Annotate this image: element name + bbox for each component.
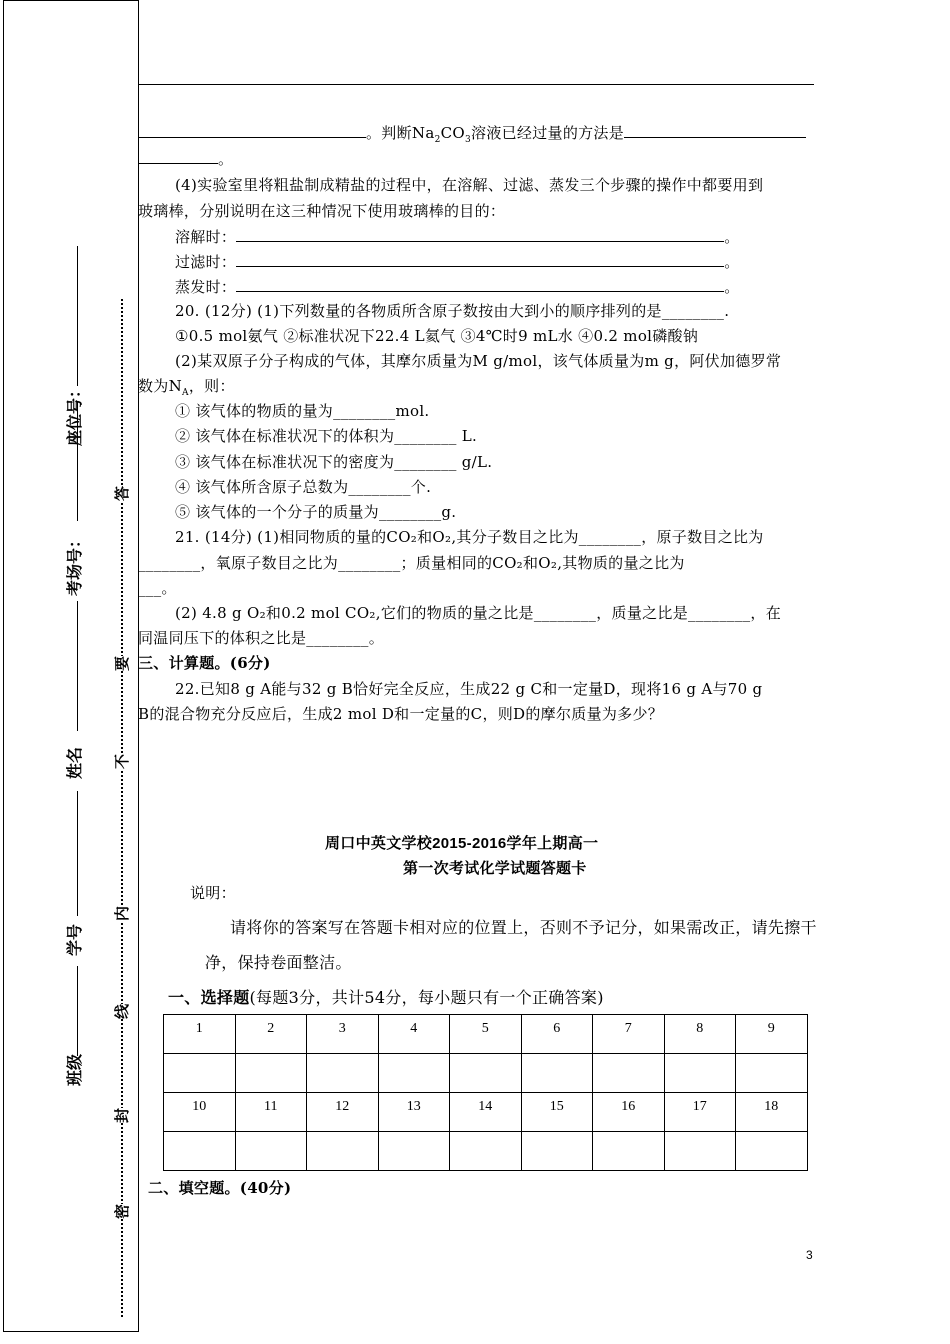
seal-char-2: 要	[113, 655, 132, 672]
answer-cell[interactable]	[378, 1132, 450, 1171]
q21-line4: (2) 4.8 g O₂和0.2 mol CO₂,它们的物质的量之比是________，质量之比是________，在	[175, 604, 782, 622]
question-number: 4	[378, 1015, 450, 1054]
answer-cell[interactable]	[593, 1132, 665, 1171]
part2-heading: 二、填空题。(40分)	[148, 1179, 292, 1197]
q19-filter: 过滤时： 。	[175, 253, 740, 271]
seal-char-7: 密	[113, 1203, 132, 1220]
question-number: 16	[593, 1093, 665, 1132]
question-number: 10	[164, 1093, 236, 1132]
q21-line3: ___。	[138, 579, 177, 597]
answer-cell[interactable]	[736, 1132, 808, 1171]
question-number: 2	[235, 1015, 307, 1054]
answer-grid-answers-row1	[164, 1054, 808, 1093]
answer-cell[interactable]	[593, 1054, 665, 1093]
name-blank	[77, 791, 78, 916]
question-number: 3	[307, 1015, 379, 1054]
q21-line2: ________，氧原子数目之比为________；质量相同的CO₂和O₂,其物质的量之比为	[138, 554, 685, 572]
question-number: 9	[736, 1015, 808, 1054]
q20-line1: 20. (12分) (1)下列数量的各物质所含原子数按由大到小的顺序排列的是________.	[175, 302, 730, 320]
q19-dissolve: 溶解时： 。	[175, 228, 740, 246]
part1-note: (每题3分，共计54分，每小题只有一个正确答案)	[249, 988, 604, 1007]
answer-card-title1: 周口中英文学校2015-2016学年上期高一	[325, 835, 599, 852]
answer-cell[interactable]	[521, 1132, 593, 1171]
name-label: 姓名	[67, 746, 84, 779]
seal-char-3: 不	[113, 753, 132, 770]
q20-sub5: ⑤ 该气体的一个分子的质量为________g.	[175, 503, 457, 521]
exam-room-label: 考场号：	[67, 531, 84, 596]
question-number: 11	[235, 1093, 307, 1132]
class-label: 班级	[67, 1053, 84, 1086]
q22-line1: 22.已知8 g A能与32 g B恰好完全反应，生成22 g C和一定量D，现将16 g A与70 g	[175, 680, 763, 698]
q21-line5: 同温同压下的体积之比是________。	[138, 629, 385, 647]
page-number: 3	[806, 1248, 813, 1262]
q20-line4: 数为$N_A$，则：	[138, 377, 235, 398]
answer-cell[interactable]	[521, 1054, 593, 1093]
student-no-label: 学号	[67, 923, 84, 956]
answer-cell[interactable]	[736, 1054, 808, 1093]
seal-char-5: 线	[113, 1003, 132, 1020]
header-rule	[138, 84, 814, 85]
binding-sidebar	[3, 0, 139, 1332]
seal-char-1: 答	[113, 485, 132, 502]
seal-char-4: 内	[113, 905, 132, 922]
part3-heading: 三、计算题。(6分)	[138, 654, 271, 672]
part1-heading-line	[168, 985, 604, 1008]
q19-line1: 。判断$Na_2CO_3$溶液已经过量的方法是	[138, 122, 806, 145]
seat-blank	[77, 401, 78, 521]
q21-line1: 21. (14分) (1)相同物质的量的CO₂和O₂,其分子数目之比为________，原子数目之比为	[175, 528, 764, 546]
answer-cell[interactable]	[664, 1054, 736, 1093]
question-number: 7	[593, 1015, 665, 1054]
question-number: 13	[378, 1093, 450, 1132]
answer-grid-answers-row2	[164, 1132, 808, 1171]
question-number: 12	[307, 1093, 379, 1132]
answer-cell[interactable]	[164, 1054, 236, 1093]
answer-grid-numbers-row1	[164, 1015, 808, 1054]
answer-card-note-line2: 净，保持卷面整洁。	[205, 953, 352, 972]
answer-grid-numbers-row2	[164, 1093, 808, 1132]
answer-card-note-line1: 请将你的答案写在答题卡相对应的位置上，否则不予记分，如果需改正，请先擦干	[230, 918, 817, 937]
seal-char-6: 封	[113, 1107, 132, 1124]
question-number: 18	[736, 1093, 808, 1132]
answer-grid	[163, 1014, 808, 1171]
question-number: 5	[450, 1015, 522, 1054]
question-number: 15	[521, 1093, 593, 1132]
q20-sub1: ① 该气体的物质的量为________mol.	[175, 402, 430, 420]
answer-cell[interactable]	[164, 1132, 236, 1171]
seat-label: 座位号：	[67, 381, 84, 446]
answer-cell[interactable]	[378, 1054, 450, 1093]
question-number: 6	[521, 1015, 593, 1054]
answer-cell[interactable]	[450, 1054, 522, 1093]
answer-cell[interactable]	[235, 1132, 307, 1171]
question-number: 14	[450, 1093, 522, 1132]
q20-line3: (2)某双原子分子构成的气体，其摩尔质量为M g/mol，该气体质量为m g，阿伏加德罗常	[175, 352, 782, 370]
q19-part4-line2: 玻璃棒，分别说明在这三种情况下使用玻璃棒的目的：	[138, 202, 506, 220]
answer-cell[interactable]	[307, 1132, 379, 1171]
q20-sub2: ② 该气体在标准状况下的体积为________ L.	[175, 427, 478, 445]
student-no-blank	[77, 966, 78, 1056]
part1-heading: 一、选择题	[168, 988, 250, 1007]
question-number: 1	[164, 1015, 236, 1054]
q19-part4-line1: (4)实验室里将粗盐制成精盐的过程中，在溶解、过滤、蒸发三个步骤的操作中都要用到	[175, 176, 764, 194]
q19-evaporate: 蒸发时： 。	[175, 278, 740, 296]
q22-line2: B的混合物充分反应后，生成2 mol D和一定量的C，则D的摩尔质量为多少？	[138, 705, 664, 723]
q19-line2: 。	[138, 148, 233, 169]
seal-dotted-line	[121, 299, 123, 1317]
answer-cell[interactable]	[307, 1054, 379, 1093]
answer-cell[interactable]	[450, 1132, 522, 1171]
seat-underline	[77, 246, 78, 386]
answer-card-title2: 第一次考试化学试题答题卡	[403, 860, 587, 877]
q20-sub4: ④ 该气体所含原子总数为________个.	[175, 478, 432, 496]
answer-cell[interactable]	[664, 1132, 736, 1171]
answer-card-note-label: 说明：	[190, 884, 236, 902]
question-number: 17	[664, 1093, 736, 1132]
answer-cell[interactable]	[235, 1054, 307, 1093]
exam-room-blank	[77, 601, 78, 731]
question-number: 8	[664, 1015, 736, 1054]
q20-sub3: ③ 该气体在标准状况下的密度为________ g/L.	[175, 453, 493, 471]
q20-line2: ①0.5 mol氨气 ②标准状况下22.4 L氦气 ③4℃时9 mL水 ④0.2 mol磷酸钠	[175, 327, 699, 345]
